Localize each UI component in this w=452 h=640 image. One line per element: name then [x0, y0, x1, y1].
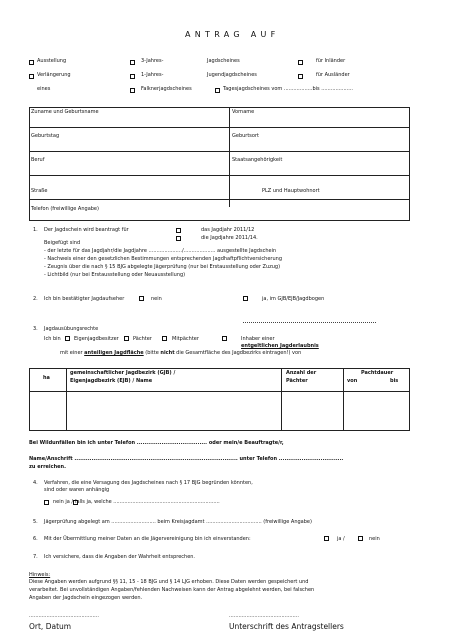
ichbin-label: Ich bin [44, 336, 61, 342]
staatsangehoerigkeit-field[interactable]: Staatsangehörigkeit [232, 157, 283, 163]
attachment-item: - der letzte für das Jagdjahr/die Jagdjahre ...................../.................... ausgestellte Jagdschein [44, 248, 277, 254]
section-7-text: Ich versichere, dass die Angaben der Wahrheit entsprechen. [44, 554, 196, 560]
section-6-text: Mit der Übermittlung meiner Daten an die Jägervereinigung bin ich einverstanden: [44, 536, 251, 542]
verfahren-options: nein ja / falls ja, welche ................................................................... [53, 499, 220, 505]
jagdaufseher-nein-checkbox[interactable] [139, 296, 144, 301]
section-1-text: Der Jagdschein wird beantragt für [44, 227, 129, 233]
wildunfall-text: Bei Wildunfällen bin ich unter Telefon ..................................... oder mein/e Beauftragte/r, [29, 440, 284, 446]
paechter-label: Pächter [133, 336, 152, 342]
telefon-field[interactable]: Telefon (freiwillige Angabe) [31, 206, 99, 212]
table-header-anzahl: Anzahl der [286, 370, 317, 376]
ort-datum-line: ............................................ [29, 613, 99, 619]
eines-label: eines [37, 86, 51, 92]
section-2-number: 2. [33, 296, 38, 302]
jahres1-label: 1-Jahres- [141, 72, 164, 78]
jagdaufseher-nein-label: nein [151, 296, 162, 302]
daten-ja-checkbox[interactable] [324, 536, 329, 541]
tages-label: Tagesjagdscheines vom ..................bis .................... [223, 86, 354, 92]
table-header-bezirk-2: Eigenjagdbezirk (EJB) / Name [70, 378, 153, 384]
wildunfall-name: Name/Anschrift ...................................................................................... unter Telefon .................................. [29, 456, 344, 462]
daten-nein-checkbox[interactable] [358, 536, 363, 541]
wildunfall-erreichen: zu erreichen. [29, 464, 67, 470]
section-5-number: 5. [33, 519, 38, 525]
vorname-field[interactable]: Vorname [232, 109, 255, 115]
jagdjahre-checkbox[interactable] [176, 236, 181, 241]
jagdaufseher-ja-checkbox[interactable] [243, 296, 248, 301]
auslaender-label: für Ausländer [316, 72, 350, 78]
strasse-field[interactable]: Straße [31, 188, 48, 194]
falkner-label: Falknerjagdscheines [141, 86, 192, 92]
verfahren-nein-checkbox[interactable] [44, 500, 49, 505]
daten-ja-label: ja / [337, 536, 345, 542]
attachment-item: - Zeugnis über die nach § 15 BJG abgelegte Jägerprüfung (nur bei Erstausstellung oder Zuzug) [44, 264, 281, 270]
section-5-text: Jägerprüfung abgelegt am ............................ beim Kreisjagdamt ................................... (freiwillige Angabe) [44, 519, 312, 525]
inlaender-label: für Inländer [316, 58, 346, 64]
hinweis-text: Diese Angaben werden aufgrund §§ 11, 15 - 18 BJG und § 14 LJG erhoben. Diese Daten werden gespeichert und [29, 579, 309, 585]
verlaengerung-checkbox[interactable] [29, 74, 34, 79]
zuname-field[interactable]: Zuname und Geburtsname [31, 109, 99, 115]
hinweis-title: Hinweis: [29, 572, 51, 578]
mitpaechter-label: Mitpächter [172, 336, 199, 342]
jagdaufseher-ja-label: ja, im GJB/EJB/Jagdbogen [262, 296, 325, 302]
page-title: ANTRAG AUF [185, 30, 280, 39]
jagdflaeche-text: mit einer anteiligen Jagdfläche (bitte nicht die Gesamtfläche des Jagdbezirks eintragen!) von [60, 350, 302, 356]
ort-datum-label: Ort, Datum [29, 622, 72, 631]
table-header-line [29, 391, 410, 392]
table-header-paechter: Pächter [286, 378, 308, 384]
table-col-line [343, 368, 344, 431]
jahres3-checkbox[interactable] [130, 60, 135, 65]
form-line [29, 175, 410, 176]
section-4-text-2: sind oder waren anhängig [44, 487, 110, 493]
table-header-von: von [347, 378, 358, 384]
section-6-number: 6. [33, 536, 38, 542]
hinweis-text: Angaben der Jagdschein eingezogen werden. [29, 595, 143, 601]
personal-data-form [29, 107, 410, 221]
geburtsort-field[interactable]: Geburtsort [232, 133, 259, 139]
form-line [29, 199, 410, 200]
table-header-bis: bis [390, 378, 399, 384]
table-header-bezirk: gemeinschaftlicher Jagdbezirk (GJB) / [70, 370, 176, 376]
attachment-item: - Nachweis einer den gesetzlichen Bestimmungen entsprechenden Jagdhaftpflichtversicherung [44, 256, 282, 262]
jagdjahre-label: die Jagdjahre 2011/14. [201, 235, 258, 241]
auslaender-checkbox[interactable] [298, 74, 303, 79]
paechter-checkbox[interactable] [124, 336, 129, 341]
section-7-number: 7. [33, 554, 38, 560]
table-header-pachtdauer: Pachtdauer [361, 370, 394, 376]
jugend-label: Jugendjagdscheines [207, 72, 257, 78]
ausstellung-checkbox[interactable] [29, 60, 34, 65]
inlaender-checkbox[interactable] [298, 60, 303, 65]
form-line [29, 151, 410, 152]
form-divider [229, 107, 230, 207]
beruf-field[interactable]: Beruf [31, 157, 45, 163]
section-3-title: Jagdausübungsrechte [44, 326, 99, 332]
jagdscheines-label: Jagdscheines [207, 58, 240, 64]
jagdjahr-checkbox[interactable] [176, 228, 181, 233]
plz-field[interactable]: PLZ und Hauptwohnort [262, 188, 320, 194]
ausstellung-label: Ausstellung [37, 58, 67, 64]
inhaber-label: Inhaber einer [241, 336, 275, 342]
mitpaechter-checkbox[interactable] [162, 336, 167, 341]
jagderlaubnis-checkbox[interactable] [222, 336, 227, 341]
table-col-line [66, 368, 67, 431]
tages-checkbox[interactable] [215, 88, 220, 93]
falkner-checkbox[interactable] [130, 88, 135, 93]
table-col-line [281, 368, 282, 431]
geburtstag-field[interactable]: Geburtstag [31, 133, 60, 139]
jagdjahr-label: das Jagdjahr 2011/12 [201, 227, 255, 233]
form-line [29, 127, 410, 128]
eigenjagdbesitzer-label: Eigenjagdbesitzer [74, 336, 119, 342]
section-3-number: 3. [33, 326, 38, 332]
section-1-number: 1. [33, 227, 38, 233]
table-header-ha: ha [43, 375, 50, 381]
section-2-text: Ich bin bestätigter Jagdaufseher [44, 296, 125, 302]
verlaengerung-label: Verlängerung [37, 72, 71, 78]
section-4-text: Verfahren, die eine Versagung des Jagdscheines nach § 17 BJG begründen könnten, [44, 480, 253, 486]
jahres3-label: 3-Jahres- [141, 58, 164, 64]
attachment-item: - Lichtbild (nur bei Erstausstellung oder Neuausstellung) [44, 272, 186, 278]
daten-nein-label: nein [369, 536, 380, 542]
jahres1-checkbox[interactable] [130, 74, 135, 79]
eigenjagdbesitzer-checkbox[interactable] [65, 336, 70, 341]
hinweis-text: verarbeitet. Bei unvollständigen Angaben/fehlenden Nachweisen kann der Antrag abgelehnt werden, bei falschen [29, 587, 315, 593]
unterschrift-line: ............................................ [229, 613, 299, 619]
jagdbogen-line [243, 322, 376, 323]
section-4-number: 4. [33, 480, 38, 486]
beigefuegt-label: Beigefügt sind [44, 240, 81, 246]
unterschrift-label: Unterschrift des Antragstellers [229, 622, 344, 631]
jagderlaubnis-label: entgeltlichen Jagderlaubnis [241, 343, 319, 349]
